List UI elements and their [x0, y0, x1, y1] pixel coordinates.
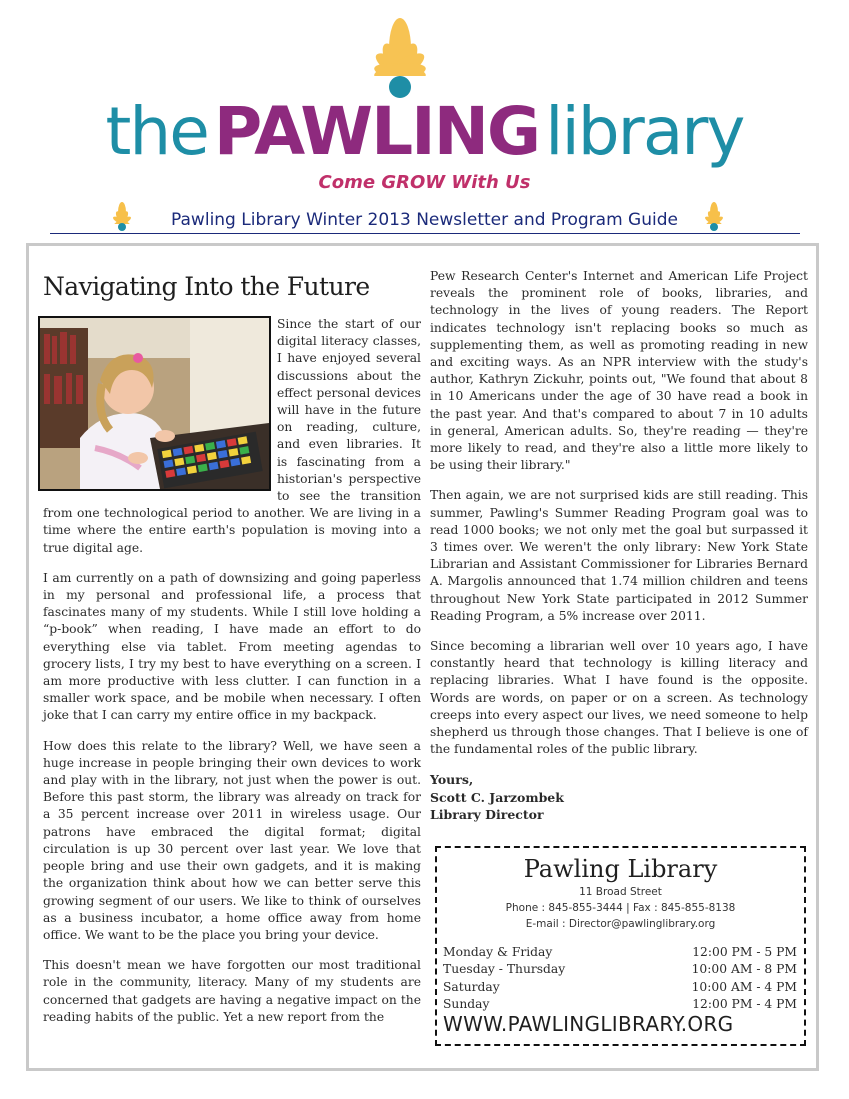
article-paragraph: How does this relate to the library? Well, we have seen a huge increase in people bringing their own devices to work and play with in the library, not just when the power is out. Before this past storm, the library was already on track for a 35 percent increase over 2011 in wireless usage. Our patrons have embraced the digital format; digital circulation is up 30 percent over last year. We love that people bring and use their own gadgets, and it is making the organization think about how we can better serve this growing segment of our users. We like to think of ourselves as a business incubator, a home office away from home office. We want to be the place you bring your device.: [43, 738, 421, 942]
hours-table: [443, 944, 797, 1013]
hours-row: [443, 996, 797, 1013]
hours-days: Monday & Friday: [443, 945, 553, 959]
logo-word-pawling: PAWLING: [213, 93, 540, 170]
hours-time: 10:00 AM - 8 PM: [691, 962, 797, 977]
hours-time: 12:00 PM - 4 PM: [692, 996, 797, 1011]
library-info-box: [435, 846, 806, 1046]
article-headline: Navigating Into the Future: [43, 272, 370, 301]
hours-days: Sunday: [443, 996, 490, 1011]
child-at-keyboard-photo: [38, 316, 271, 491]
newsletter-title: Pawling Library Winter 2013 Newsletter and Program Guide: [171, 210, 678, 230]
library-logo-wordmark: [0, 92, 849, 172]
hours-time: 10:00 AM - 4 PM: [691, 979, 797, 994]
signoff-title: Library Director: [430, 807, 544, 823]
article-left-column: [43, 270, 421, 1039]
article-paragraph: Since the start of our digital literacy classes, I have enjoyed several discussions about the effect personal devices will have in the future on reading, culture, and even libraries. It is fascinating from a historian's perspective to see the transition from one technological period to another. We are living in a time where the entire earth's population is moving into a true digital age.: [43, 317, 421, 555]
hours-days: Saturday: [443, 979, 500, 994]
signoff-name: Scott C. Jarzombek: [430, 789, 564, 805]
info-phone-fax: Phone : 845-855-3444 | Fax : 845-855-8138: [505, 902, 736, 914]
library-website-link[interactable]: WWW.PAWLINGLIBRARY.ORG: [443, 1012, 734, 1036]
hours-days: Tuesday - Thursday: [443, 962, 566, 977]
signoff: [430, 771, 808, 824]
hours-row: [443, 944, 797, 961]
signoff-closing: Yours,: [430, 772, 474, 788]
info-library-name: Pawling Library: [523, 855, 718, 883]
info-address: 11 Broad Street: [579, 886, 662, 898]
article-right-column: [430, 268, 808, 824]
hours-time: 12:00 PM - 5 PM: [692, 945, 797, 959]
info-email[interactable]: E-mail : Director@pawlinglibrary.org: [525, 918, 716, 930]
article-paragraph: Then again, we are not surprised kids are still reading. This summer, Pawling's Summer Reading Program goal was to read 1000 books; we not only met the goal but surpassed it 3 times over. We weren't the only library: New York State Librarian and Assistant Commissioner for Libraries Bernard A. Margolis announced that 1.74 million children and teens throughout New York State participated in 2012 Summer Reading Program, a 5% increase over 2011.: [430, 488, 808, 623]
hours-row: [443, 979, 797, 996]
article-paragraph: I am currently on a path of downsizing and going paperless in my personal and professional life, a process that fascinates many of my students. While I still love holding a “p-book” when reading, I have made an effort to do everything else via tablet. From meeting agendas to grocery lists, I try my best to have everything on a screen. I am more productive with less clutter. I can function in a smaller work space, and be mobile when necessary. I often joke that I can carry my entire office in my backpack.: [43, 570, 421, 723]
article-paragraph: Pew Research Center's Internet and American Life Project reveals the prominent role of books, libraries, and technology in the lives of young readers. The Report indicates technology isn't replacing books so much as supplementing them, as well as promoting reading in new and exciting ways. As an NPR interview with the study's author, Kathryn Zickuhr, points out, "We found that about 8 in 10 Americans under the age of 30 have read a book in the past year. And that's compared to about 7 in 10 adults in general, American adults. So, they're reading — they're more likely to read, and they're also a little more likely to be using their library.": [430, 269, 808, 473]
logo-flower-icon: [330, 10, 470, 100]
hours-row: [443, 961, 797, 978]
article-paragraph: Since becoming a librarian well over 10 years ago, I have constantly heard that technology is killing literacy and replacing libraries. What I have found is the opposite. Words are words, on paper or on a screen. As technology creeps into every aspect our lives, we need someone to help shepherd us through those changes. That I believe is one of the fundamental roles of the public library.: [430, 639, 808, 757]
article-paragraph: This doesn't mean we have forgotten our most traditional role in the community, literacy. Many of my students are concerned that gadgets are having a negative impact on the reading habits of the public. Yet a new report from the: [43, 958, 421, 1024]
tagline: Come GROW With Us: [318, 172, 531, 193]
logo-word-library: library: [545, 93, 744, 170]
logo-word-the: the: [105, 93, 208, 170]
header-divider: [50, 233, 800, 234]
